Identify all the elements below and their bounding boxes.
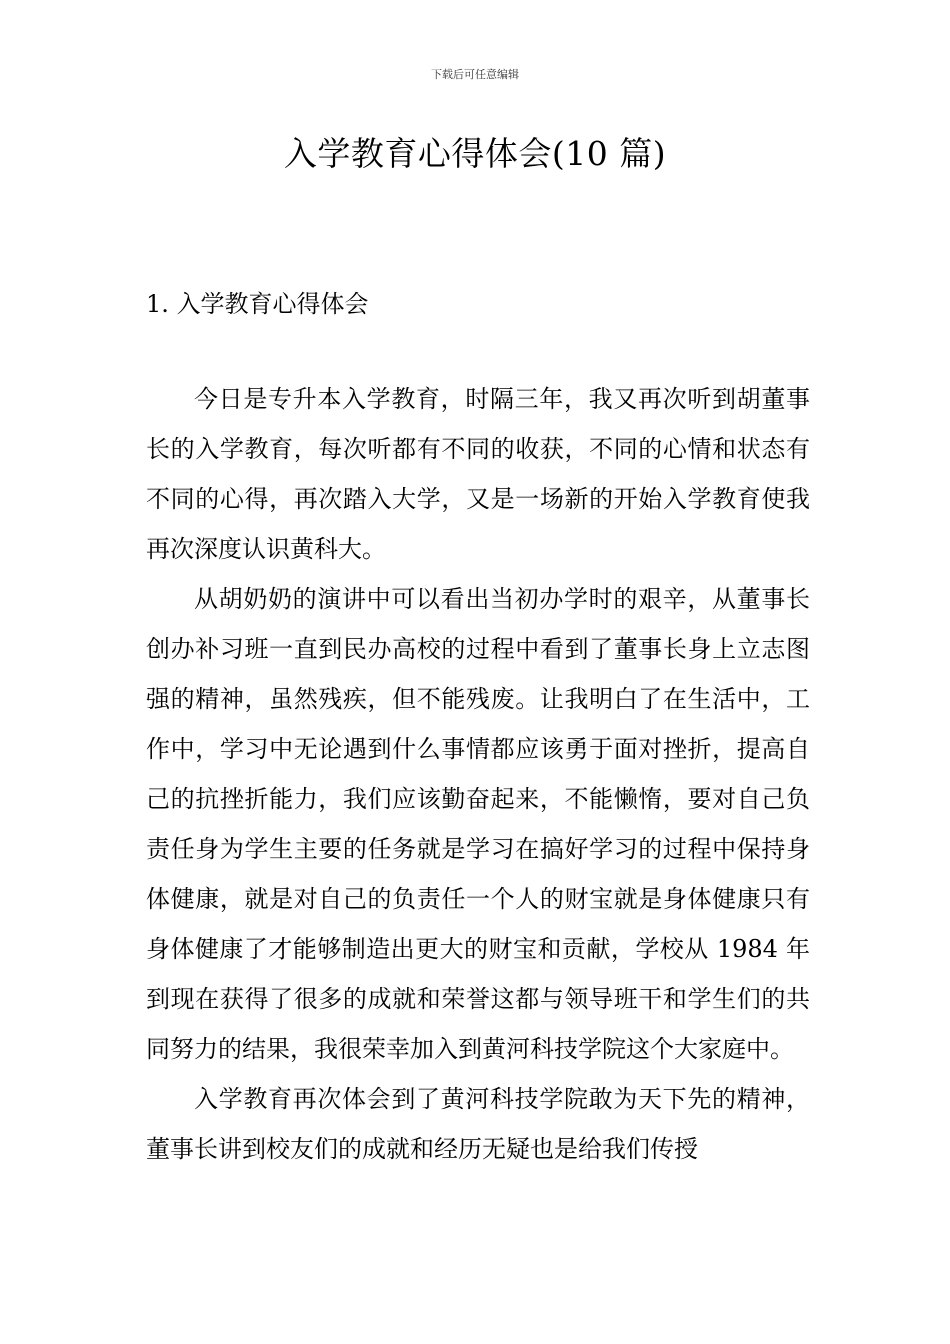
paragraph: 今日是专升本入学教育，时隔三年，我又再次听到胡董事长的入学教育，每次听都有不同的收获，不同的心情和状态有不同的心得，再次踏入大学，又是一场新的开始入学教育使我再次深度认识黄科大。	[146, 385, 810, 563]
body-text	[146, 374, 810, 1174]
paragraph: 从胡奶奶的演讲中可以看出当初办学时的艰辛，从董事长创办补习班一直到民办高校的过程中看到了董事长身上立志图强的精神，虽然残疾，但不能残废。让我明白了在生活中，工作中，学习中无论遇到什么事情都应该勇于面对挫折，提高自己的抗挫折能力，我们应该勤奋起来，不能懒惰，要对自己负责任身为学生主要的任务就是学习在搞好学习的过程中保持身体健康，就是对自己的负责任一个人的财宝就是身体健康只有身体健康了才能够制造出更大的财宝和贡献，学校从 1984 年到现在获得了很多的成就和荣誉这都与领导班干和学生们的共同努力的结果，我很荣幸加入到黄河科技学院这个大家庭中。	[146, 585, 810, 1063]
header-note: 下载后可任意编辑	[431, 68, 519, 81]
section-heading: 1. 入学教育心得体会	[146, 290, 369, 318]
document-title: 入学教育心得体会(10 篇)	[283, 134, 667, 173]
paragraph: 入学教育再次体会到了黄河科技学院敢为天下先的精神，董事长讲到校友们的成就和经历无疑也是给我们传授	[146, 1085, 810, 1163]
